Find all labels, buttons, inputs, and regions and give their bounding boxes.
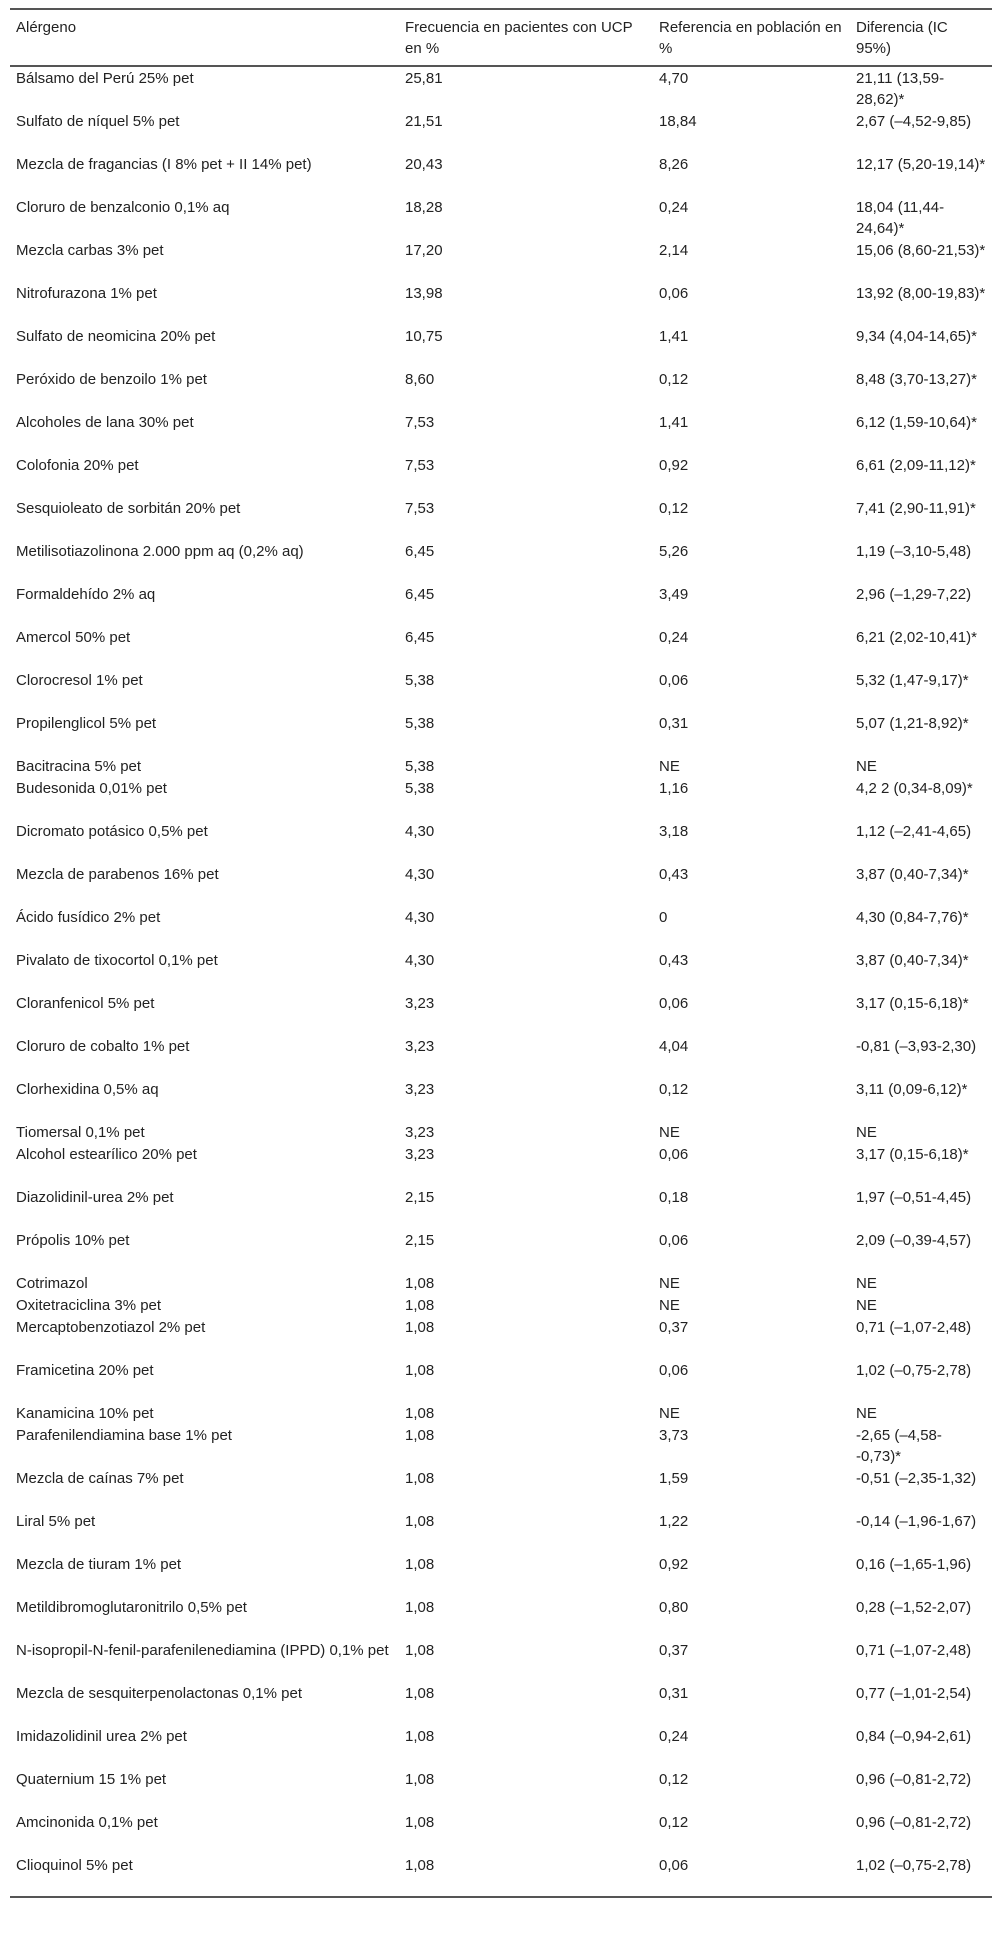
table-row <box>10 1768 992 1811</box>
allergen-cell: Oxitetraciclina 3% pet <box>16 1297 162 1314</box>
table-row <box>10 992 992 1035</box>
frequency-cell: 5,38 <box>405 780 435 797</box>
table-row <box>10 497 992 540</box>
reference-cell: 0,92 <box>659 1556 689 1573</box>
frequency-cell: 3,23 <box>405 1038 435 1055</box>
table-row <box>10 626 992 669</box>
allergen-table-container <box>10 8 992 1898</box>
difference-cell: 1,12 (–2,41-4,65) <box>856 823 972 840</box>
table-row <box>10 1639 992 1682</box>
reference-cell: 0 <box>659 909 668 926</box>
reference-cell: 0,37 <box>659 1319 689 1336</box>
allergen-cell: Peróxido de benzoilo 1% pet <box>16 371 207 388</box>
frequency-cell: 18,28 <box>405 199 443 216</box>
allergen-cell: Pivalato de tixocortol 0,1% pet <box>16 952 218 969</box>
reference-cell: 0,12 <box>659 1081 689 1098</box>
table-row <box>10 282 992 325</box>
frequency-cell: 8,60 <box>405 371 435 388</box>
table-row <box>10 583 992 626</box>
frequency-cell: 7,53 <box>405 457 435 474</box>
reference-cell: 0,06 <box>653 1854 850 1897</box>
allergen-cell: Bálsamo del Perú 25% pet <box>16 70 194 87</box>
difference-cell: -0,51 (–2,35-1,32) <box>856 1470 977 1487</box>
frequency-cell: 21,51 <box>405 113 443 130</box>
table-row <box>10 1854 992 1897</box>
allergen-cell: Própolis 10% pet <box>16 1232 130 1249</box>
frequency-cell: 20,43 <box>405 156 443 173</box>
allergen-cell: Clorocresol 1% pet <box>16 672 143 689</box>
table-row <box>10 411 992 454</box>
frequency-cell: 1,08 <box>405 1319 435 1336</box>
table-row <box>10 1811 992 1854</box>
difference-cell: 12,17 (5,20-19,14)* <box>856 156 986 173</box>
allergen-cell: Clioquinol 5% pet <box>10 1854 399 1897</box>
difference-cell: 1,02 (–0,75-2,78) <box>850 1854 992 1897</box>
difference-cell: 13,92 (8,00-19,83)* <box>856 285 986 302</box>
reference-cell: 0,24 <box>659 1728 689 1745</box>
allergen-cell: Metilisotiazolinona 2.000 ppm aq (0,2% aq) <box>16 543 304 560</box>
difference-cell: 5,32 (1,47-9,17)* <box>856 672 969 689</box>
difference-cell: 15,06 (8,60-21,53)* <box>856 242 986 259</box>
reference-cell: 0,43 <box>659 952 689 969</box>
difference-cell: NE <box>856 1297 877 1314</box>
allergen-cell: Bacitracina 5% pet <box>16 758 142 775</box>
frequency-cell: 1,08 <box>405 1297 435 1314</box>
difference-cell: 3,11 (0,09-6,12)* <box>856 1081 968 1098</box>
header-allergen: Alérgeno <box>10 9 399 66</box>
frequency-cell: 1,08 <box>405 1599 435 1616</box>
reference-cell: 0,06 <box>659 285 689 302</box>
frequency-cell: 1,08 <box>405 1642 435 1659</box>
allergen-cell: Liral 5% pet <box>16 1513 96 1530</box>
reference-cell: 2,14 <box>659 242 689 259</box>
table-row <box>10 66 992 110</box>
difference-cell: 18,04 (11,44-24,64)* <box>856 199 945 237</box>
table-row <box>10 110 992 153</box>
allergen-cell: Kanamicina 10% pet <box>16 1405 154 1422</box>
frequency-cell: 1,08 <box>405 1556 435 1573</box>
allergen-cell: Cloranfenicol 5% pet <box>16 995 155 1012</box>
difference-cell: 3,17 (0,15-6,18)* <box>856 1146 969 1163</box>
reference-cell: 0,06 <box>659 1146 689 1163</box>
table-row <box>10 669 992 712</box>
allergen-cell: Budesonida 0,01% pet <box>16 780 167 797</box>
header-frequency: Frecuencia en pacientes con UCP en % <box>399 9 653 66</box>
difference-cell: 0,28 (–1,52-2,07) <box>856 1599 972 1616</box>
frequency-cell: 1,08 <box>405 1513 435 1530</box>
reference-cell: 0,31 <box>659 715 689 732</box>
table-row <box>10 1229 992 1272</box>
table-row <box>10 1402 992 1424</box>
allergen-cell: N-isopropil-N-fenil-parafenilenediamina (IPPD) 0,1% pet <box>16 1642 389 1659</box>
reference-cell: 3,18 <box>659 823 689 840</box>
table-row <box>10 1035 992 1078</box>
frequency-cell: 7,53 <box>405 414 435 431</box>
table-row <box>10 368 992 411</box>
frequency-cell: 2,15 <box>405 1232 435 1249</box>
reference-cell: 0,43 <box>659 866 689 883</box>
reference-cell: NE <box>659 1275 680 1292</box>
difference-cell: 0,71 (–1,07-2,48) <box>856 1319 972 1336</box>
difference-cell: 1,97 (–0,51-4,45) <box>856 1189 972 1206</box>
frequency-cell: 1,08 <box>405 1362 435 1379</box>
allergen-cell: Dicromato potásico 0,5% pet <box>16 823 208 840</box>
frequency-cell: 4,30 <box>405 952 435 969</box>
frequency-cell: 4,30 <box>405 823 435 840</box>
difference-cell: 3,87 (0,40-7,34)* <box>856 866 969 883</box>
frequency-cell: 1,08 <box>405 1405 435 1422</box>
reference-cell: NE <box>659 1124 680 1141</box>
difference-cell: 6,21 (2,02-10,41)* <box>856 629 977 646</box>
table-row <box>10 1596 992 1639</box>
table-row <box>10 755 992 777</box>
allergen-cell: Imidazolidinil urea 2% pet <box>16 1728 187 1745</box>
difference-cell: 4,30 (0,84-7,76)* <box>856 909 969 926</box>
reference-cell: 1,22 <box>659 1513 689 1530</box>
header-row <box>10 9 992 66</box>
frequency-cell: 3,23 <box>405 995 435 1012</box>
frequency-cell: 2,15 <box>405 1189 435 1206</box>
difference-cell: 6,61 (2,09-11,12)* <box>856 457 976 474</box>
reference-cell: 0,12 <box>659 371 689 388</box>
allergen-cell: Colofonia 20% pet <box>16 457 139 474</box>
reference-cell: 1,41 <box>659 328 689 345</box>
reference-cell: 0,18 <box>659 1189 689 1206</box>
difference-cell: 0,77 (–1,01-2,54) <box>856 1685 972 1702</box>
allergen-cell: Mezcla de sesquiterpenolactonas 0,1% pet <box>16 1685 303 1702</box>
allergen-cell: Alcohol estearílico 20% pet <box>16 1146 197 1163</box>
frequency-cell: 3,23 <box>405 1124 435 1141</box>
table-row <box>10 239 992 282</box>
difference-cell: 4,2 2 (0,34-8,09)* <box>856 780 973 797</box>
allergen-cell: Ácido fusídico 2% pet <box>16 909 161 926</box>
table-row <box>10 1424 992 1467</box>
frequency-cell: 6,45 <box>405 586 435 603</box>
allergen-cell: Parafenilendiamina base 1% pet <box>16 1427 232 1444</box>
allergen-cell: Nitrofurazona 1% pet <box>16 285 157 302</box>
allergen-cell: Tiomersal 0,1% pet <box>16 1124 145 1141</box>
difference-cell: -0,81 (–3,93-2,30) <box>856 1038 977 1055</box>
header-reference: Referencia en población en % <box>653 9 850 66</box>
table-row <box>10 153 992 196</box>
table-header <box>10 9 992 66</box>
reference-cell: 0,80 <box>659 1599 689 1616</box>
difference-cell: 8,48 (3,70-13,27)* <box>856 371 977 388</box>
frequency-cell: 1,08 <box>405 1470 435 1487</box>
reference-cell: NE <box>659 758 680 775</box>
frequency-cell: 1,08 <box>405 1771 435 1788</box>
allergen-cell: Cotrimazol <box>16 1275 88 1292</box>
reference-cell: 18,84 <box>659 113 697 130</box>
allergen-cell: Mezcla de parabenos 16% pet <box>16 866 219 883</box>
difference-cell: 21,11 (13,59-28,62)* <box>856 70 945 108</box>
difference-cell: 3,17 (0,15-6,18)* <box>856 995 969 1012</box>
reference-cell: 0,92 <box>659 457 689 474</box>
table-row <box>10 820 992 863</box>
difference-cell: 0,16 (–1,65-1,96) <box>856 1556 972 1573</box>
allergen-cell: Quaternium 15 1% pet <box>16 1771 167 1788</box>
frequency-cell: 5,38 <box>405 758 435 775</box>
allergen-cell: Sulfato de níquel 5% pet <box>16 113 180 130</box>
difference-cell: 2,96 (–1,29-7,22) <box>856 586 972 603</box>
reference-cell: 0,24 <box>659 629 689 646</box>
frequency-cell: 17,20 <box>405 242 443 259</box>
table-row <box>10 196 992 239</box>
difference-cell: 0,71 (–1,07-2,48) <box>856 1642 972 1659</box>
difference-cell: 0,96 (–0,81-2,72) <box>856 1771 972 1788</box>
reference-cell: 8,26 <box>659 156 689 173</box>
reference-cell: 1,41 <box>659 414 689 431</box>
allergen-cell: Sulfato de neomicina 20% pet <box>16 328 216 345</box>
frequency-cell: 13,98 <box>405 285 443 302</box>
table-row <box>10 540 992 583</box>
reference-cell: 0,06 <box>659 1232 689 1249</box>
allergen-cell: Mezcla carbas 3% pet <box>16 242 164 259</box>
allergen-cell: Mezcla de tiuram 1% pet <box>16 1556 182 1573</box>
allergen-cell: Mercaptobenzotiazol 2% pet <box>16 1319 206 1336</box>
difference-cell: NE <box>856 1405 877 1422</box>
difference-cell: NE <box>856 1275 877 1292</box>
table-row <box>10 863 992 906</box>
reference-cell: NE <box>659 1297 680 1314</box>
table-row <box>10 1294 992 1316</box>
frequency-cell: 1,08 <box>405 1275 435 1292</box>
frequency-cell: 6,45 <box>405 629 435 646</box>
reference-cell: 0,12 <box>659 500 689 517</box>
table-row <box>10 1725 992 1768</box>
difference-cell: 3,87 (0,40-7,34)* <box>856 952 969 969</box>
allergen-cell: Clorhexidina 0,5% aq <box>16 1081 159 1098</box>
frequency-cell: 1,08 <box>405 1814 435 1831</box>
table-row <box>10 949 992 992</box>
table-row <box>10 1682 992 1725</box>
allergen-cell: Amcinonida 0,1% pet <box>16 1814 158 1831</box>
frequency-cell: 5,38 <box>405 715 435 732</box>
allergen-table <box>10 8 992 1898</box>
table-row <box>10 1316 992 1359</box>
difference-cell: -0,14 (–1,96-1,67) <box>856 1513 977 1530</box>
frequency-cell: 1,08 <box>405 1427 435 1444</box>
table-row <box>10 1272 992 1294</box>
frequency-cell: 5,38 <box>405 672 435 689</box>
frequency-cell: 1,08 <box>399 1854 653 1897</box>
frequency-cell: 1,08 <box>405 1728 435 1745</box>
table-row <box>10 1553 992 1596</box>
reference-cell: 0,12 <box>659 1814 689 1831</box>
difference-cell: 0,84 (–0,94-2,61) <box>856 1728 972 1745</box>
difference-cell: 1,02 (–0,75-2,78) <box>856 1362 972 1379</box>
table-row <box>10 1143 992 1186</box>
allergen-cell: Cloruro de benzalconio 0,1% aq <box>16 199 230 216</box>
allergen-cell: Sesquioleato de sorbitán 20% pet <box>16 500 241 517</box>
allergen-cell: Formaldehído 2% aq <box>16 586 156 603</box>
frequency-cell: 1,08 <box>405 1685 435 1702</box>
frequency-cell: 10,75 <box>405 328 443 345</box>
difference-cell: 6,12 (1,59-10,64)* <box>856 414 977 431</box>
allergen-cell: Mezcla de caínas 7% pet <box>16 1470 184 1487</box>
difference-cell: 5,07 (1,21-8,92)* <box>856 715 969 732</box>
frequency-cell: 4,30 <box>405 866 435 883</box>
table-row <box>10 712 992 755</box>
header-difference: Diferencia (IC 95%) <box>850 9 992 66</box>
frequency-cell: 4,30 <box>405 909 435 926</box>
difference-cell: 9,34 (4,04-14,65)* <box>856 328 977 345</box>
table-row <box>10 1359 992 1402</box>
allergen-cell: Diazolidinil-urea 2% pet <box>16 1189 174 1206</box>
reference-cell: 1,59 <box>659 1470 689 1487</box>
allergen-cell: Mezcla de fragancias (I 8% pet + II 14% pet) <box>16 156 312 173</box>
allergen-cell: Propilenglicol 5% pet <box>16 715 157 732</box>
table-row <box>10 1467 992 1510</box>
difference-cell: NE <box>856 1124 877 1141</box>
reference-cell: NE <box>659 1405 680 1422</box>
difference-cell: 2,09 (–0,39-4,57) <box>856 1232 972 1249</box>
table-row <box>10 906 992 949</box>
reference-cell: 0,31 <box>659 1685 689 1702</box>
table-row <box>10 1186 992 1229</box>
reference-cell: 0,06 <box>659 995 689 1012</box>
frequency-cell: 3,23 <box>405 1146 435 1163</box>
reference-cell: 0,12 <box>659 1771 689 1788</box>
frequency-cell: 25,81 <box>405 70 443 87</box>
reference-cell: 0,06 <box>659 1362 689 1379</box>
difference-cell: 2,67 (–4,52-9,85) <box>856 113 972 130</box>
frequency-cell: 6,45 <box>405 543 435 560</box>
allergen-cell: Metildibromoglutaronitrilo 0,5% pet <box>16 1599 247 1616</box>
allergen-cell: Amercol 50% pet <box>16 629 131 646</box>
frequency-cell: 3,23 <box>405 1081 435 1098</box>
reference-cell: 4,70 <box>659 70 689 87</box>
table-row <box>10 1078 992 1121</box>
difference-cell: 0,96 (–0,81-2,72) <box>856 1814 972 1831</box>
table-row <box>10 325 992 368</box>
reference-cell: 4,04 <box>659 1038 689 1055</box>
difference-cell: NE <box>856 758 877 775</box>
reference-cell: 0,37 <box>659 1642 689 1659</box>
difference-cell: -2,65 (–4,58--0,73)* <box>856 1427 942 1465</box>
frequency-cell: 7,53 <box>405 500 435 517</box>
reference-cell: 0,24 <box>659 199 689 216</box>
reference-cell: 0,06 <box>659 672 689 689</box>
reference-cell: 3,73 <box>659 1427 689 1444</box>
reference-cell: 1,16 <box>659 780 689 797</box>
table-row <box>10 1510 992 1553</box>
reference-cell: 3,49 <box>659 586 689 603</box>
allergen-cell: Framicetina 20% pet <box>16 1362 154 1379</box>
table-row <box>10 454 992 497</box>
difference-cell: 1,19 (–3,10-5,48) <box>856 543 972 560</box>
allergen-cell: Cloruro de cobalto 1% pet <box>16 1038 190 1055</box>
table-row <box>10 1121 992 1143</box>
difference-cell: 7,41 (2,90-11,91)* <box>856 500 976 517</box>
allergen-cell: Alcoholes de lana 30% pet <box>16 414 194 431</box>
table-body <box>10 66 992 1897</box>
reference-cell: 5,26 <box>659 543 689 560</box>
table-row <box>10 777 992 820</box>
